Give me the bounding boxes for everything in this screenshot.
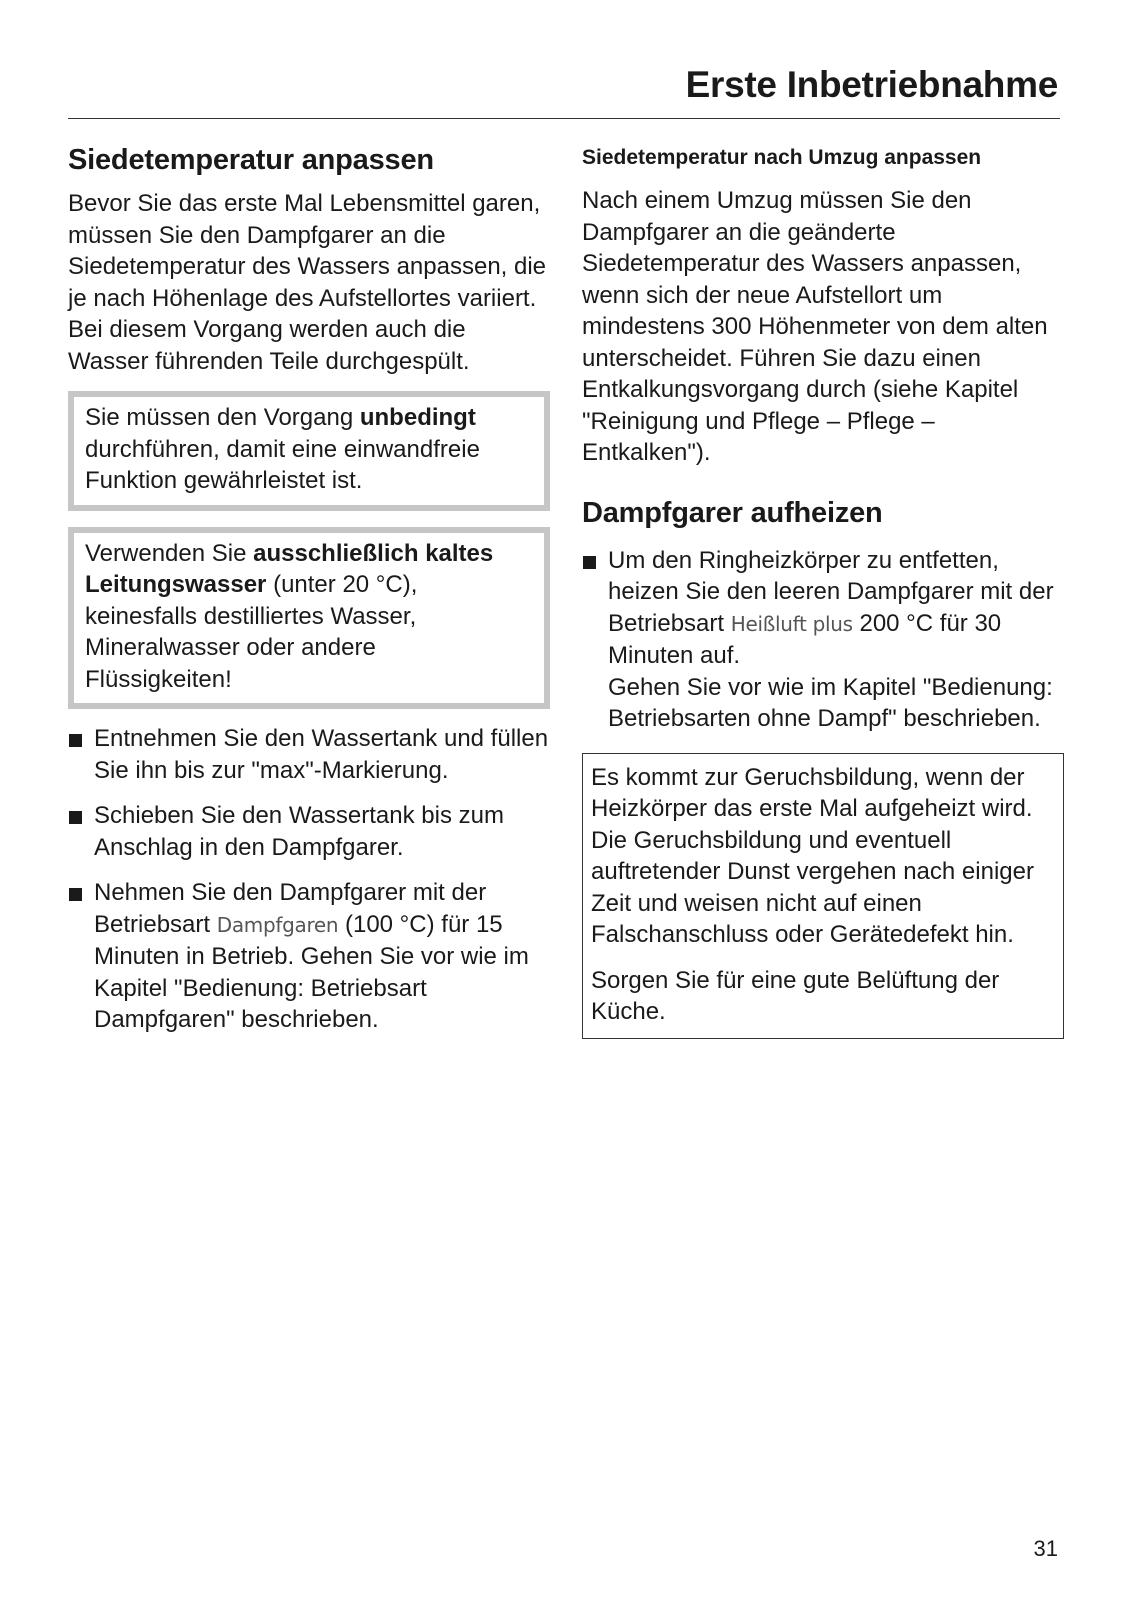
- warning-box-leitungswasser: [68, 527, 550, 710]
- heating-instruction-list: [582, 545, 1064, 735]
- instruction-list: [68, 723, 550, 1036]
- list-item: Schieben Sie den Wassertank bis zum Anschlag in den Dampfgarer.: [68, 800, 550, 863]
- left-column: [68, 142, 550, 1050]
- info-paragraph: Sorgen Sie für eine gute Belüftung der Küche.: [591, 966, 1000, 1025]
- square-bullet-icon: [583, 556, 596, 569]
- warning-box-unbedingt: [68, 391, 550, 511]
- page-title: Erste Inbetriebnahme: [685, 64, 1058, 105]
- warning-text: Sie müssen den Vorgang unbedingt durchführen, damit eine einwandfreie Funktion gewährleistet ist.: [85, 404, 480, 494]
- subheading-umzug: Siedetemperatur nach Umzug anpassen: [582, 146, 982, 169]
- list-item: Entnehmen Sie den Wassertank und füllen Sie ihn bis zur "max"-Markierung.: [68, 723, 550, 786]
- square-bullet-icon: [69, 811, 82, 824]
- list-item: Um den Ringheizkörper zu entfetten, heizen Sie den leeren Dampfgarer mit der Betriebsart Heißluft plus 200 °C für 30 Minuten auf. Gehen Sie vor wie im Kapitel "Bedienung: Betriebsarten ohne Dampf" beschrieben.: [582, 545, 1064, 735]
- warning-text: Verwenden Sie ausschließlich kaltes Leitungswasser (unter 20 °C), keinesfalls destilliertes Wasser, Mineralwasser oder andere Flüssigkeiten!: [85, 539, 494, 693]
- intro-paragraph: Bevor Sie das erste Mal Lebensmittel garen, müssen Sie den Dampfgarer an die Siedetemperatur des Wassers anpassen, die je nach Höhenlage des Aufstellortes variiert. Bei diesem Vorgang werden auch die Wasser führenden Teile durchgespült.: [68, 190, 547, 375]
- move-paragraph: Nach einem Umzug müssen Sie den Dampfgarer an die geänderte Siedetemperatur des Wassers anpassen, wenn sich der neue Aufstellort um mindestens 300 Höhenmeter von dem alten unterscheidet. Führen Sie dazu einen Entkalkungsvorgang durch (siehe Kapitel "Reinigung und Pflege – Pflege – Entkalken").: [582, 187, 1048, 466]
- list-item: Nehmen Sie den Dampfgarer mit der Betriebsart Dampfgaren (100 °C) für 15 Minuten in Betrieb. Gehen Sie vor wie im Kapitel "Bedienung: Betriebsart Dampfgaren" beschrieben.: [68, 877, 550, 1036]
- mode-label-heissluft-plus: Heißluft plus: [730, 611, 853, 636]
- page-number: 31: [1033, 1536, 1058, 1561]
- square-bullet-icon: [69, 888, 82, 901]
- page-header: [68, 60, 1060, 119]
- section-heading-aufheizen: Dampfgarer aufheizen: [582, 496, 883, 529]
- right-column: [582, 142, 1064, 1039]
- mode-label-dampfgaren: Dampfgaren: [216, 912, 339, 937]
- square-bullet-icon: [69, 734, 82, 747]
- info-box-geruchsbildung: [582, 753, 1064, 1039]
- section-heading-siedetemperatur: Siedetemperatur anpassen: [68, 144, 434, 176]
- info-paragraph: Es kommt zur Geruchsbildung, wenn der Heizkörper das erste Mal aufgeheizt wird. Die Geruchsbildung und eventuell auftretender Dunst vergehen nach einiger Zeit und weisen nicht auf einen Falschanschluss oder Gerätedefekt hin.: [591, 763, 1034, 948]
